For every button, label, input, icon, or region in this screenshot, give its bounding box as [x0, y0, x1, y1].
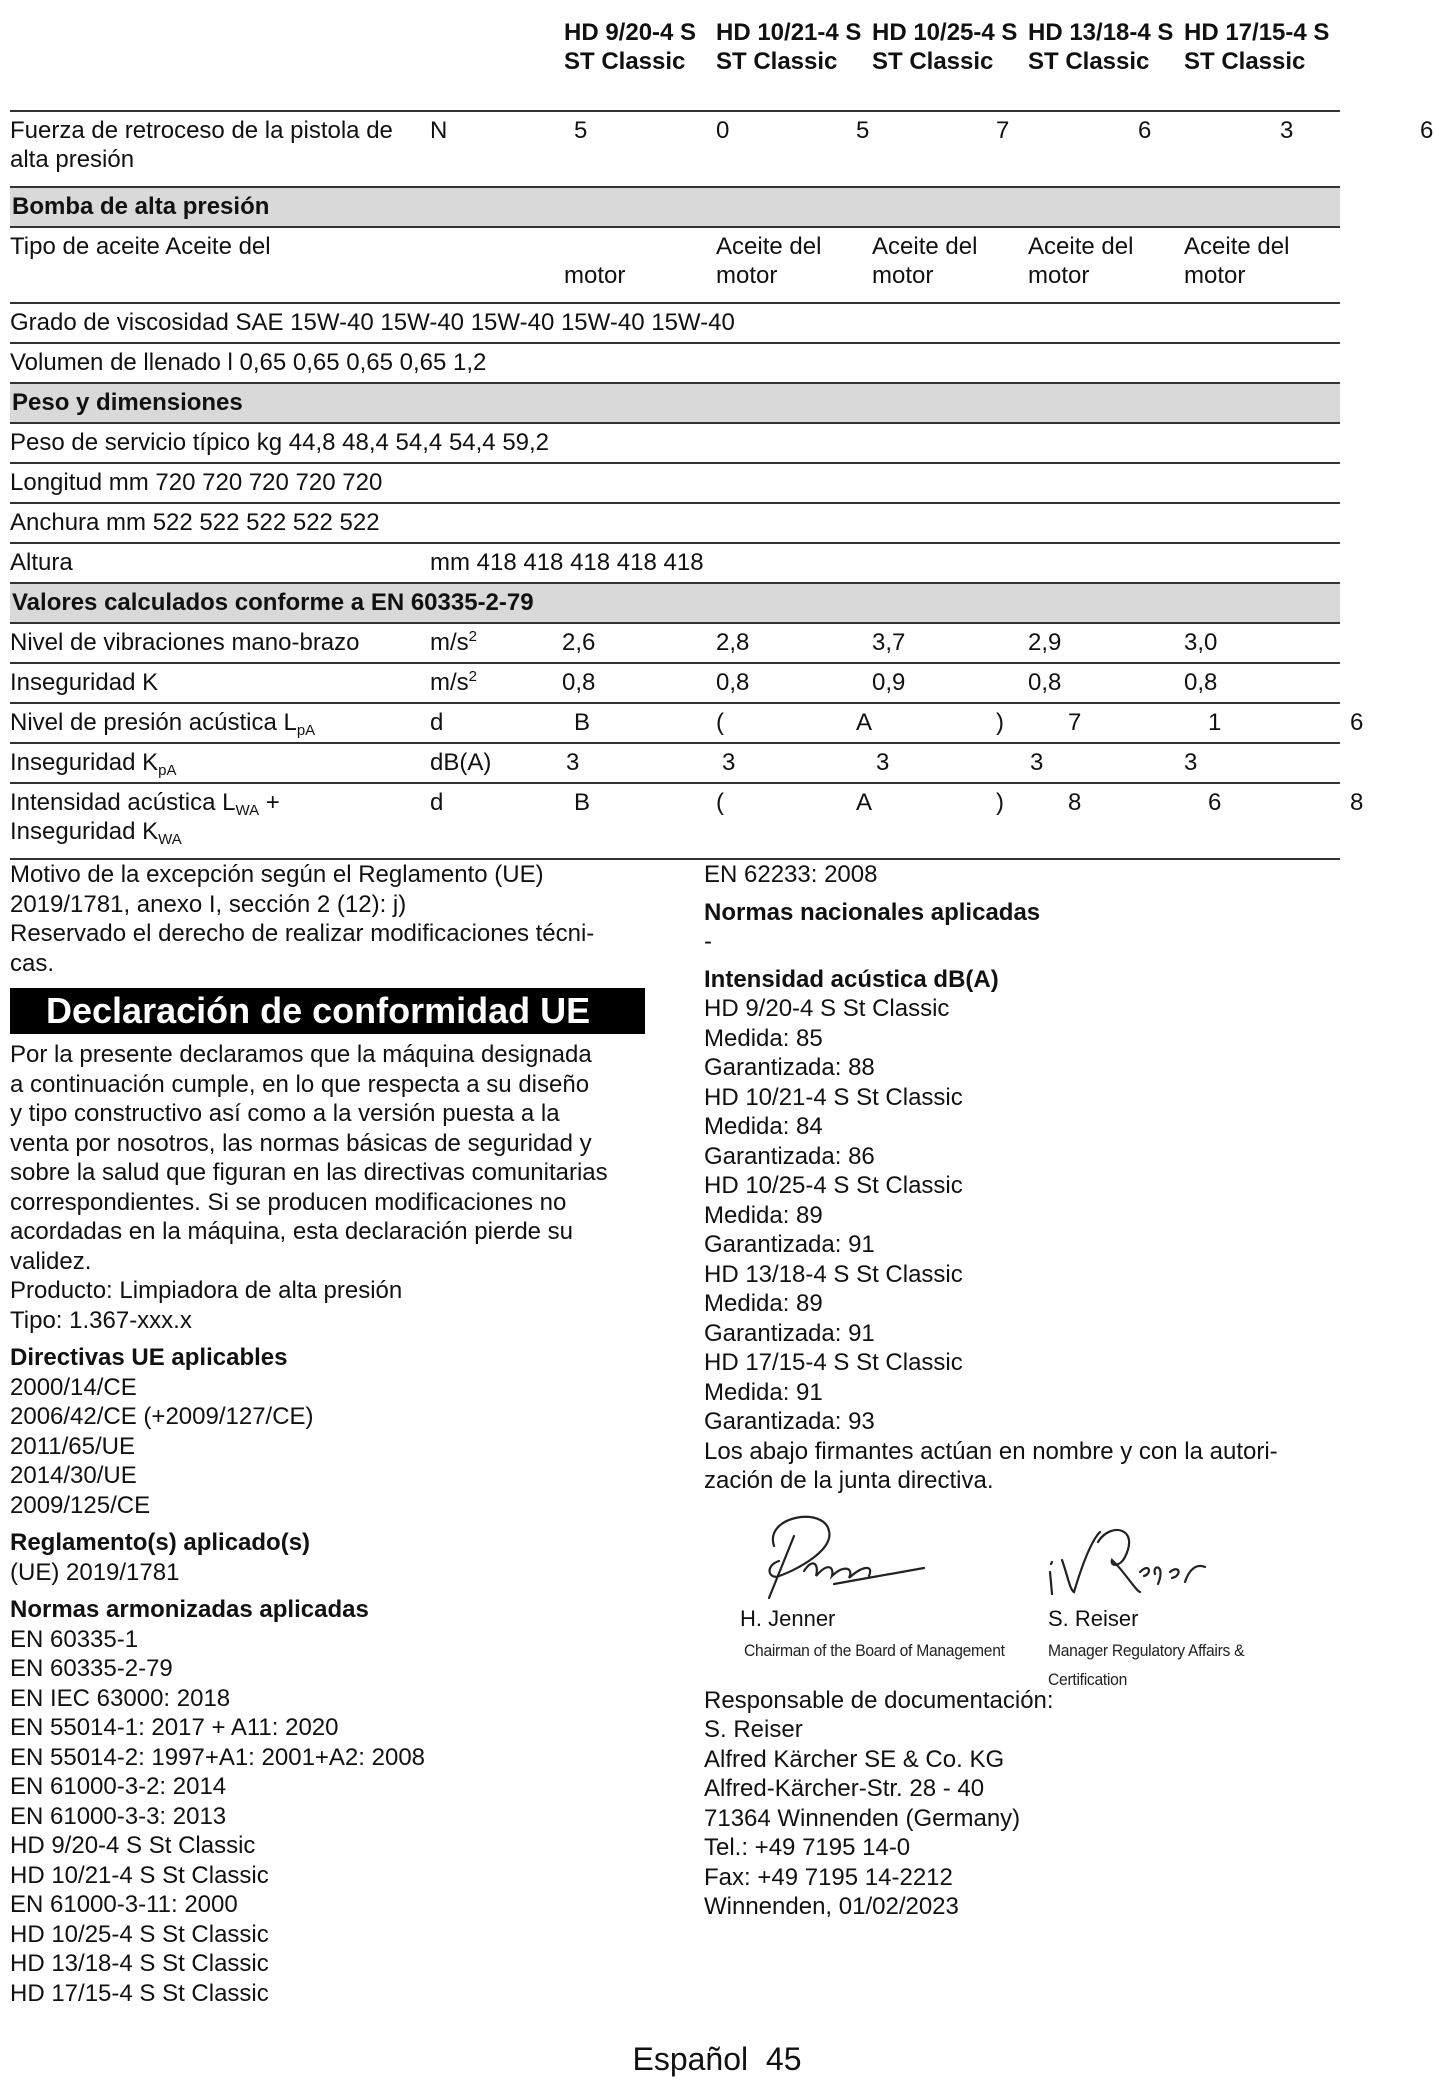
table-cell: A [856, 709, 873, 736]
table-cell: 8 [1350, 789, 1364, 816]
list-item: 2009/125/CE [10, 1491, 151, 1519]
label-text: Inseguridad K [10, 749, 159, 776]
regulation-title: Reglamento(s) aplicado(s) [10, 1529, 311, 1556]
row-text: Grado de viscosidad SAE 15W-40 15W-40 15W-40 15W-40 15W-40 [10, 309, 735, 336]
row-label [10, 704, 315, 742]
table-cell: 3,7 [872, 629, 906, 656]
text-line: 71364 Winnenden (Germany) [704, 1804, 1021, 1832]
unit-sup: 2 [468, 668, 478, 685]
label-sub: pA [158, 762, 177, 779]
table-row-fill-volume [10, 344, 1340, 384]
footer-language: Español [632, 2041, 749, 2077]
label-sub: WA [158, 831, 182, 848]
table-cell: 0,9 [872, 669, 906, 696]
signature-jenner-graphic [734, 1506, 944, 1606]
row-unit [430, 664, 477, 702]
text-line: a continuación cumple, en lo que respecta a su diseño [10, 1070, 590, 1098]
list-item: Medida: 84 [704, 1113, 823, 1140]
table-cell: 3 [1184, 749, 1198, 776]
directives-list [10, 1373, 645, 1521]
spec-table [10, 14, 1434, 860]
list-item: HD 13/18-4 S St Classic [704, 1260, 963, 1288]
list-item: HD 17/15-4 S St Classic [704, 1349, 963, 1376]
table-cell: B [574, 709, 591, 736]
table-row-intensity [10, 784, 1364, 860]
text-line: validez. [10, 1247, 92, 1275]
text-line: venta por nosotros, las normas básicas de seguridad y [10, 1129, 592, 1157]
row-label: Nivel de vibraciones mano-brazo [10, 629, 360, 656]
table-row-viscosity [10, 304, 1340, 344]
table-cell: ) [996, 789, 1004, 816]
table-row-recoil [10, 112, 1434, 188]
list-item: (UE) 2019/1781 [10, 1558, 180, 1586]
table-row-vibration [10, 624, 1340, 664]
list-item: Medida: 91 [704, 1378, 823, 1406]
text-line: Producto: Limpiadora de alta presión [10, 1277, 403, 1304]
table-cell: 3 [1030, 749, 1044, 776]
table-row-length [10, 464, 1340, 504]
signature-reiser-graphic [1040, 1512, 1230, 1602]
list-item: HD 13/18-4 S St Classic [10, 1950, 269, 1977]
row-text: Volumen de llenado l 0,65 0,65 0,65 0,65 1,2 [10, 349, 487, 376]
list-item: Medida: 85 [704, 1024, 823, 1052]
intensity-list [704, 994, 1344, 1437]
list-item: EN 60335-2-79 [10, 1655, 173, 1682]
table-cell: d [430, 709, 444, 736]
row-text: Peso de servicio típico kg 44,8 48,4 54,4 54,4 59,2 [10, 429, 550, 456]
signer1-role: Chairman of the Board of Management [744, 1640, 1005, 1660]
list-item: EN 60335-1 [10, 1625, 139, 1653]
table-cell: 6 [1138, 117, 1152, 144]
list-item: HD 9/20-4 S St Classic [704, 995, 950, 1022]
table-cell: 2,8 [716, 629, 750, 656]
section-title: Valores calculados conforme a EN 60335-2-79 [12, 589, 534, 616]
table-cell: d [430, 789, 444, 816]
table-cell: 2,9 [1028, 629, 1062, 656]
list-item: EN 55014-2: 1997+A1: 2001+A2: 2008 [10, 1743, 426, 1771]
table-cell: 0,8 [562, 669, 596, 696]
text-line: Winnenden, 01/02/2023 [704, 1893, 959, 1920]
unit-text: m/s [430, 669, 469, 696]
list-item: Medida: 89 [704, 1201, 823, 1229]
table-row-oil-type [10, 228, 1340, 304]
list-item: HD 9/20-4 S St Classic [10, 1832, 256, 1859]
text-line: cas. [10, 949, 55, 977]
row-label [10, 744, 176, 782]
row-unit: dB(A) [430, 749, 492, 776]
list-item: EN IEC 63000: 2018 [10, 1684, 231, 1712]
table-cell: 8 [1068, 789, 1082, 816]
header-model-1: HD 9/20-4 S ST Classic [564, 19, 697, 76]
list-item: Garantizada: 88 [704, 1054, 875, 1081]
directives-title: Directivas UE aplicables [10, 1344, 288, 1371]
text-line: Alfred Kärcher SE & Co. KG [704, 1745, 1005, 1773]
signature-reiser [1040, 1512, 1230, 1602]
table-cell: 1 [1208, 709, 1222, 736]
table-row-uncertainty-k [10, 664, 1340, 704]
header-model-5: HD 17/15-4 S ST Classic [1184, 19, 1330, 76]
table-cell: 5 [574, 117, 588, 144]
text-line: Los abajo firmantes actúan en nombre y con la autori- [704, 1437, 1278, 1465]
row-unit: N [430, 117, 448, 144]
list-item: Garantizada: 86 [704, 1142, 875, 1170]
text-line: Responsable de documentación: [704, 1686, 1054, 1714]
row-label: Altura [10, 549, 73, 576]
label-text: Intensidad acústica L [10, 789, 236, 816]
table-row-width [10, 504, 1340, 544]
section-heading [10, 188, 1340, 228]
table-cell: 2,6 [562, 629, 596, 656]
table-cell: 3 [876, 749, 890, 776]
table-cell: ( [716, 789, 724, 816]
section-heading [10, 384, 1340, 424]
table-cell: 6 [1208, 789, 1222, 816]
norms-title: Normas armonizadas aplicadas [10, 1596, 369, 1623]
norms-list [10, 1625, 645, 2009]
row-label [10, 788, 280, 846]
table-row-weight [10, 424, 1340, 464]
table-row-pressure-level [10, 704, 1364, 744]
text-line: Fax: +49 7195 14-2212 [704, 1863, 953, 1891]
text-line: Tipo: 1.367-xxx.x [10, 1306, 192, 1334]
table-header-row [10, 14, 1340, 112]
page-number: 45 [765, 2041, 802, 2077]
signer1-name: H. Jenner [740, 1605, 836, 1631]
list-item: 2011/65/UE [10, 1432, 135, 1460]
national-norms-title: Normas nacionales aplicadas [704, 898, 1041, 926]
table-cell: motor [564, 262, 626, 289]
list-item: Medida: 89 [704, 1290, 823, 1317]
list-item: EN 61000-3-2: 2014 [10, 1773, 227, 1800]
signatures [704, 1506, 1344, 1689]
text-line: EN 62233: 2008 [704, 861, 878, 888]
list-item: Garantizada: 91 [704, 1231, 875, 1258]
text-line: - [704, 928, 712, 955]
table-cell: 0 [716, 117, 730, 144]
table-cell: ( [716, 709, 724, 736]
label-sub: pA [296, 722, 316, 739]
table-cell: B [574, 789, 591, 816]
list-item: EN 55014-1: 2017 + A11: 2020 [10, 1714, 339, 1741]
text-line: acordadas en la máquina, esta declaración pierde su [10, 1218, 574, 1245]
contact-block [704, 1686, 1344, 1922]
table-cell: 6 [1350, 709, 1364, 736]
table-cell: 3,0 [1184, 629, 1218, 656]
section-heading [10, 584, 1340, 624]
label-text: Inseguridad K [10, 818, 159, 845]
list-item: HD 17/15-4 S St Classic [10, 1979, 269, 2007]
table-cell: 0,8 [1184, 669, 1218, 696]
signer2-role: Manager Regulatory Affairs & Certification [1048, 1640, 1245, 1689]
list-item: 2006/42/CE (+2009/127/CE) [10, 1403, 314, 1430]
table-cell: 3 [722, 749, 736, 776]
table-cell: 7 [996, 117, 1010, 144]
table-cell: 3 [566, 749, 580, 776]
text-line: Motivo de la excepción según el Reglamento (UE) [10, 861, 544, 888]
page-footer [0, 2040, 1434, 2079]
intensity-title: Intensidad acústica dB(A) [704, 965, 999, 993]
table-row-uncertainty-kpa [10, 744, 1340, 784]
row-label: Fuerza de retroceso de la pistola de alta presión [10, 117, 393, 173]
unit-sup: 2 [468, 628, 478, 645]
table-cell: 0,8 [1028, 669, 1062, 696]
signer2-name: S. Reiser [1048, 1605, 1139, 1631]
text-line: y tipo constructivo así como a la versión puesta a la [10, 1100, 560, 1127]
table-cell: Aceite del motor [872, 233, 978, 289]
table-cell: 6 [1420, 117, 1434, 144]
text-line: sobre la salud que figuran en las directivas comunitarias [10, 1159, 608, 1186]
text-line: Por la presente declaramos que la máquina designada [10, 1041, 592, 1068]
list-item: EN 61000-3-3: 2013 [10, 1802, 227, 1830]
text-line: zación de la junta directiva. [704, 1467, 994, 1494]
list-item: HD 10/25-4 S St Classic [10, 1920, 269, 1948]
list-item: Garantizada: 91 [704, 1319, 875, 1347]
conformity-banner: Declaración de conformidad UE [10, 988, 645, 1034]
text-line: Alfred-Kärcher-Str. 28 - 40 [704, 1775, 985, 1802]
table-cell: 0,8 [716, 669, 750, 696]
label-text: Nivel de presión acústica L [10, 709, 297, 736]
table-cell: ) [996, 709, 1004, 736]
row-unit [430, 624, 477, 662]
section-title: Bomba de alta presión [12, 193, 270, 220]
text-line: 2019/1781, anexo I, sección 2 (12): j) [10, 890, 407, 918]
list-item: HD 10/25-4 S St Classic [704, 1172, 963, 1199]
section-title: Peso y dimensiones [12, 389, 243, 416]
signature-jenner [734, 1506, 944, 1606]
row-text: Longitud mm 720 720 720 720 720 [10, 469, 383, 496]
declaration-text [10, 1040, 645, 1335]
list-item: 2014/30/UE [10, 1462, 137, 1489]
table-cell: 7 [1068, 709, 1082, 736]
unit-text: m/s [430, 629, 469, 656]
table-cell: Aceite del motor [1184, 233, 1290, 289]
text-line: Tel.: +49 7195 14-0 [704, 1834, 911, 1861]
table-cell: Aceite del motor [1028, 233, 1134, 289]
text-line: correspondientes. Si se producen modificaciones no [10, 1188, 567, 1216]
list-item: 2000/14/CE [10, 1373, 137, 1401]
row-label: Inseguridad K [10, 669, 159, 696]
row-text: Anchura mm 522 522 522 522 522 [10, 509, 380, 536]
text-line: Reservado el derecho de realizar modificaciones técni- [10, 920, 595, 947]
table-cell: A [856, 789, 873, 816]
table-cell: Aceite del motor [716, 233, 822, 289]
text-line: S. Reiser [704, 1716, 803, 1743]
header-model-3: HD 10/25-4 S ST Classic [872, 19, 1018, 76]
list-item: HD 10/21-4 S St Classic [10, 1861, 269, 1889]
header-model-2: HD 10/21-4 S ST Classic [716, 19, 862, 76]
row-label: Tipo de aceite Aceite del [10, 233, 271, 260]
right-column [704, 860, 1344, 1922]
left-column [10, 860, 645, 2008]
list-item: HD 10/21-4 S St Classic [704, 1083, 963, 1111]
exception-note [10, 860, 645, 978]
table-cell: 5 [856, 117, 870, 144]
label-plus: + [259, 789, 280, 816]
header-model-4: HD 13/18-4 S ST Classic [1028, 19, 1174, 76]
list-item: Garantizada: 93 [704, 1408, 875, 1435]
label-sub: WA [235, 802, 260, 819]
table-cell: 3 [1280, 117, 1294, 144]
table-row-height [10, 544, 1340, 584]
list-item: EN 61000-3-11: 2000 [10, 1891, 238, 1918]
row-values: mm 418 418 418 418 418 [430, 549, 704, 576]
